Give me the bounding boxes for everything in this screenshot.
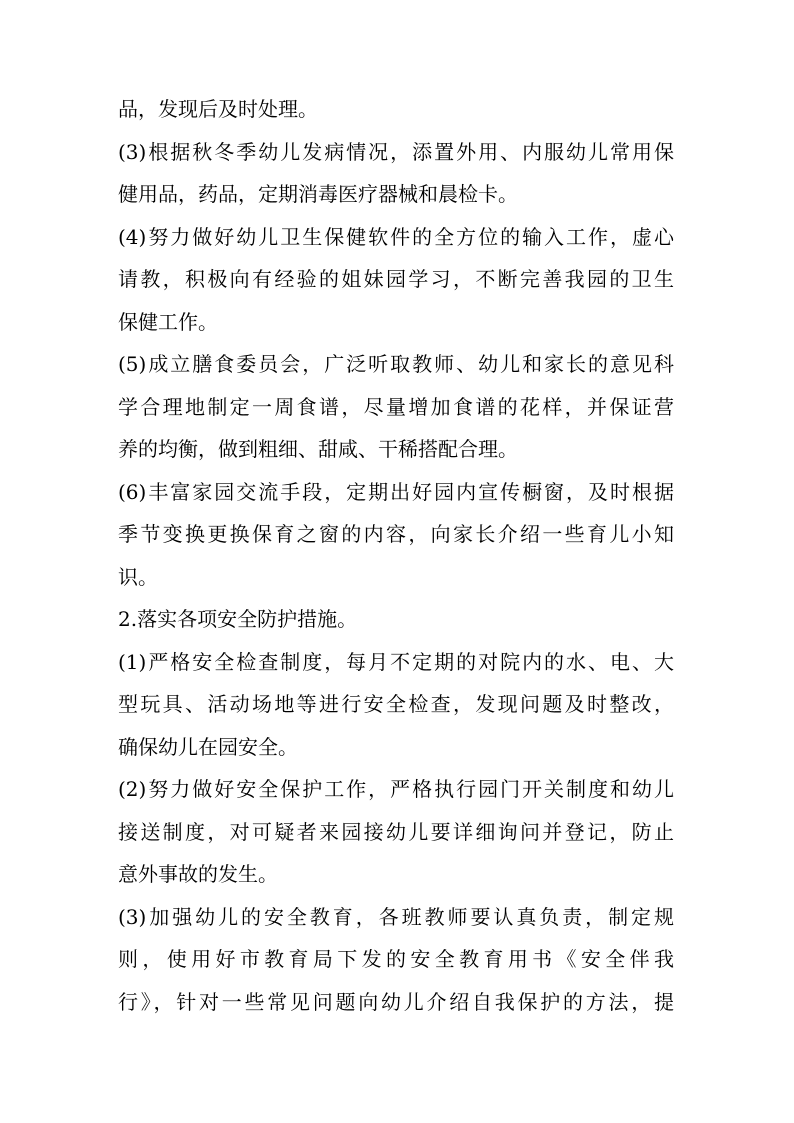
text-line: 行》，针对一些常见问题向幼儿介绍自我保护的方法，提 (118, 989, 674, 1014)
text-line: 养的均衡，做到粗细、甜咸、干稀搭配合理。 (118, 437, 518, 461)
text-line: (1)严格安全检查制度，每月不定期的对院内的水、电、大 (118, 649, 674, 674)
text-line: 保健工作。 (118, 309, 218, 334)
text-line: 识。 (118, 564, 158, 589)
text-line: 确保幼儿在园安全。 (118, 734, 298, 759)
text-line: (4)努力做好幼儿卫生保健软件的全方位的输入工作，虚心 (118, 224, 674, 249)
text-line: (2)努力做好安全保护工作，严格执行园门开关制度和幼儿 (118, 777, 674, 801)
text-line: (3)根据秋冬季幼儿发病情况，添置外用、内服幼儿常用保 (118, 139, 674, 164)
text-line: 意外事故的发生。 (118, 862, 278, 886)
text-line: 接送制度，对可疑者来园接幼儿要详细询问并登记，防止 (118, 819, 674, 844)
text-line: 品，发现后及时处理。 (118, 97, 318, 121)
document-body (118, 88, 674, 1023)
text-line: (5)成立膳食委员会，广泛听取教师、幼儿和家长的意见科 (118, 352, 674, 376)
text-line: 季节变换更换保育之窗的内容，向家长介绍一些育儿小知 (118, 522, 674, 546)
text-line: (6)丰富家园交流手段，定期出好园内宣传橱窗，及时根据 (118, 479, 674, 504)
text-line: 2.落实各项安全防护措施。 (118, 607, 358, 631)
text-line: (3)加强幼儿的安全教育，各班教师要认真负责，制定规 (118, 904, 674, 929)
text-line: 学合理地制定一周食谱，尽量增加食谱的花样，并保证营 (118, 394, 674, 419)
text-line: 型玩具、活动场地等进行安全检查，发现问题及时整改， (118, 692, 674, 716)
text-line: 则，使用好市教育局下发的安全教育用书《安全伴我 (118, 947, 674, 971)
text-line: 健用品，药品，定期消毒医疗器械和晨检卡。 (118, 182, 518, 206)
text-line: 请教，积极向有经验的姐妹园学习，不断完善我园的卫生 (118, 267, 674, 291)
